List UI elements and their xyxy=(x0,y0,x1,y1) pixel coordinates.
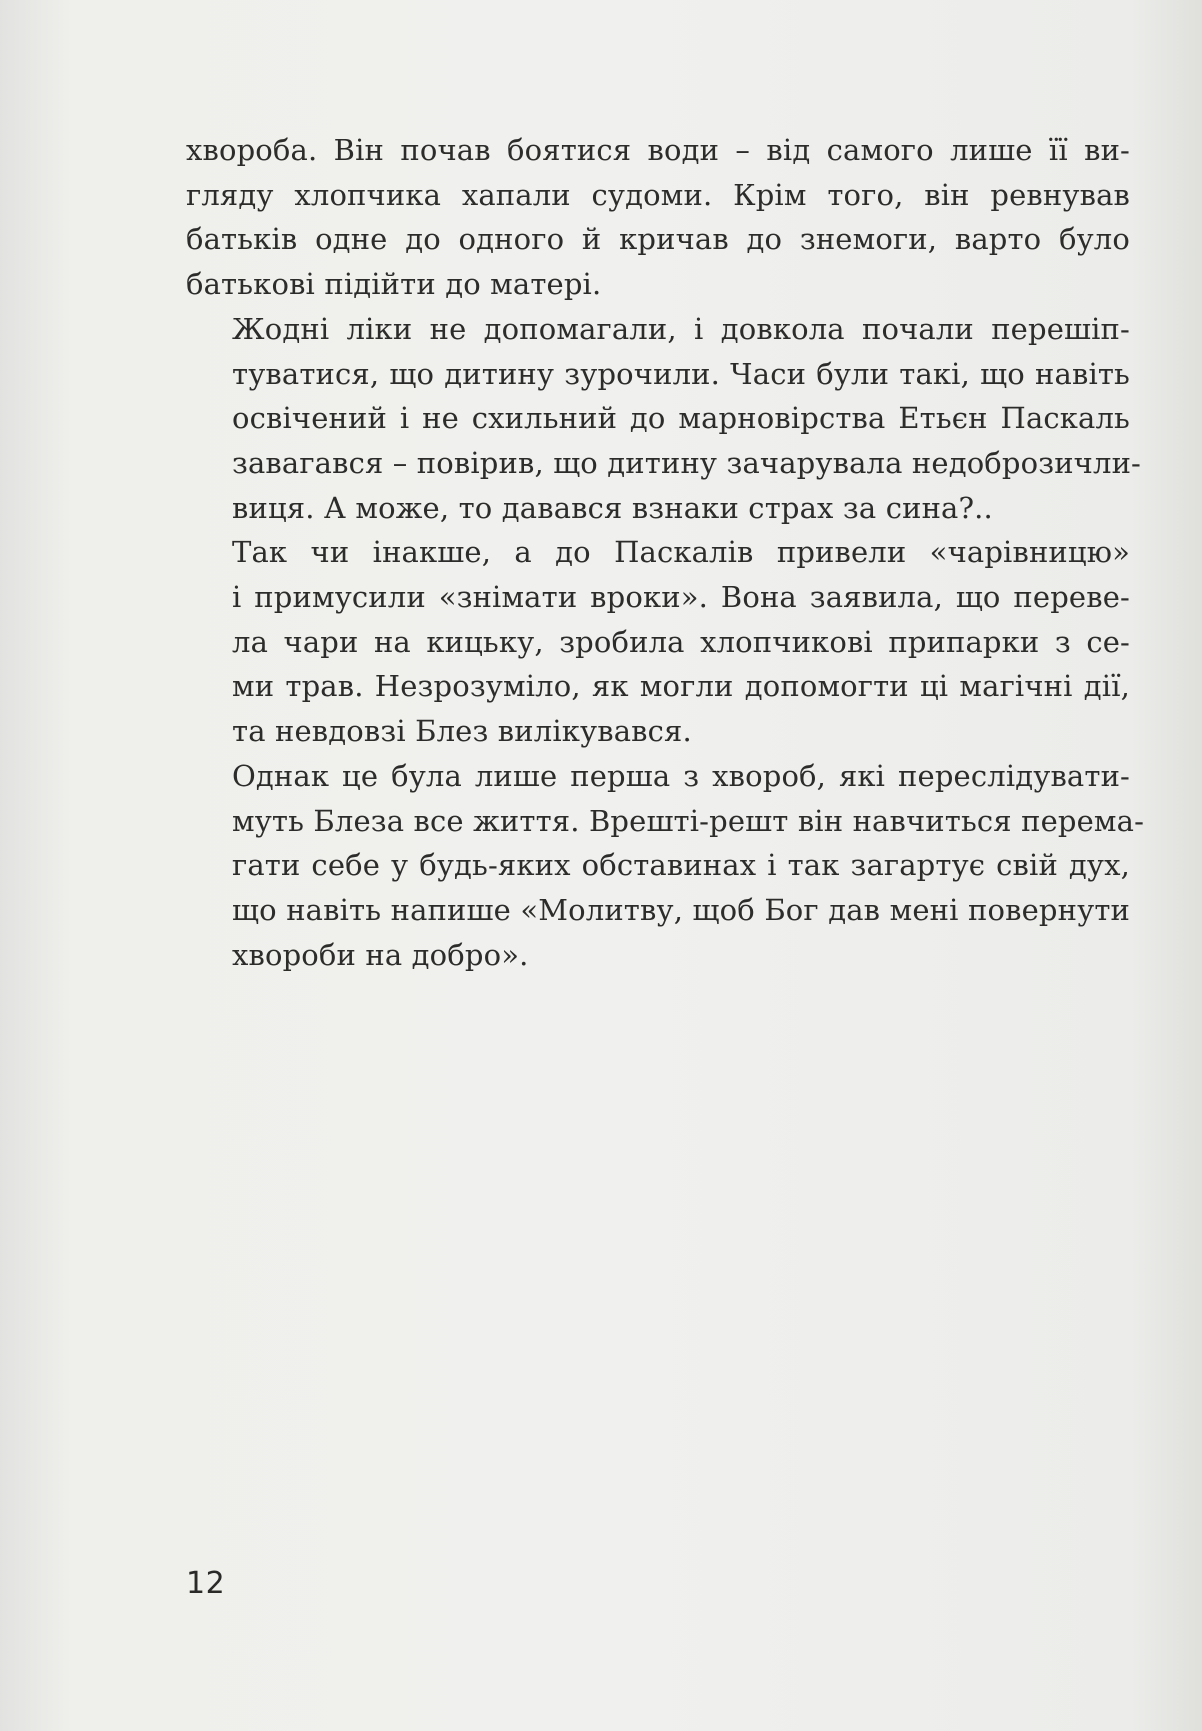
text-line: Так чи інакше, а до Паскалів привели «чарівницю» xyxy=(232,535,1130,570)
paragraph-4 xyxy=(186,754,1145,978)
text-line: що навіть напише «Молитву, щоб Бог дав мені повернути xyxy=(232,892,1130,927)
paragraph-3 xyxy=(186,530,1130,754)
text-line: завагався – повірив, що дитину зачарувала недоброзичли- xyxy=(232,445,1142,480)
body-text xyxy=(186,128,1145,977)
text-line: гати себе у будь-яких обставинах і так загартує свій дух, xyxy=(232,848,1130,883)
paragraph-2 xyxy=(186,307,1142,531)
text-line: ми трав. Незрозуміло, як могли допомогти ці магічні дії, xyxy=(232,669,1130,704)
text-line: Однак це була лише перша з хвороб, які переслідувати- xyxy=(232,758,1130,793)
text-line: муть Блеза все життя. Врешті-решт він навчиться перема- xyxy=(232,803,1145,838)
text-line: виця. А може, то давався взнаки страх за сина?.. xyxy=(232,490,993,525)
text-line: батькові підійти до матері. xyxy=(186,267,602,302)
text-line: хвороби на добро». xyxy=(232,937,529,972)
page-number: 12 xyxy=(186,1566,226,1601)
text-line: освічений і не схильний до марновірства Етьєн Паскаль xyxy=(232,401,1130,436)
text-line: Жодні ліки не допомагали, і довкола почали перешіп- xyxy=(232,311,1130,346)
text-line: туватися, що дитину зурочили. Часи були такі, що навіть xyxy=(232,356,1130,391)
text-line: ла чари на кицьку, зробила хлопчикові припарки з се- xyxy=(232,624,1130,659)
text-line: та невдовзі Блез вилікувався. xyxy=(232,714,692,749)
text-line: гляду хлопчика хапали судоми. Крім того, він ревнував xyxy=(186,177,1130,212)
text-line: і примусили «знімати вроки». Вона заявила, що переве- xyxy=(232,580,1130,615)
paragraph-1 xyxy=(186,128,1130,307)
text-line: хвороба. Він почав боятися води – від самого лише її ви- xyxy=(186,133,1130,167)
text-line: батьків одне до одного й кричав до знемоги, варто було xyxy=(186,222,1130,257)
